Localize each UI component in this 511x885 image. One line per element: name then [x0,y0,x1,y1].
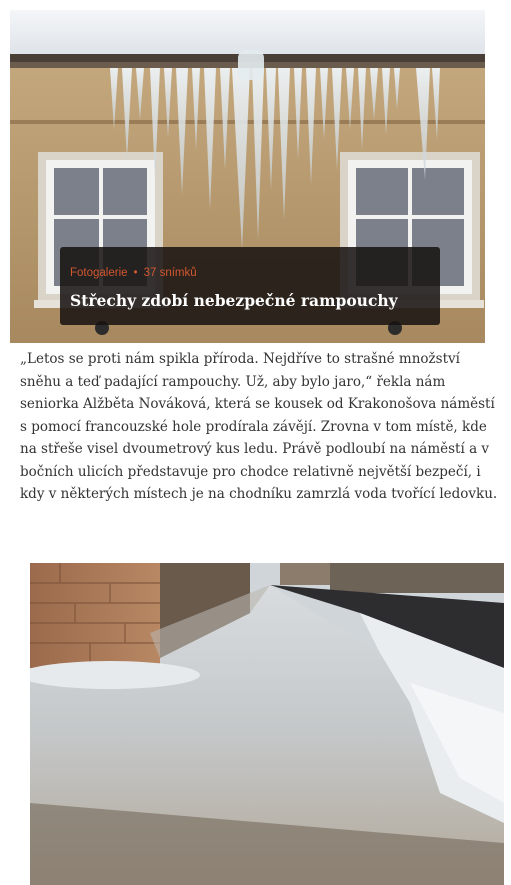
gallery-label: Fotogalerie [70,267,128,279]
icy-sidewalk-image [30,563,504,885]
icy-sidewalk-photo [30,563,504,885]
gallery-caption[interactable] [60,247,440,325]
gallery-teaser[interactable] [10,10,485,343]
photo-count: 37 snímků [143,267,197,279]
gallery-title[interactable]: Střechy zdobí nebezpečné rampouchy [70,291,398,310]
gallery-meta [70,266,430,280]
article-paragraph: „Letos se proti nám spikla příroda. Nejdříve to strašné množství sněhu a teď padající rampouchy. Už, aby bylo jaro,“ řekla nám seniorka Alžběta Nováková, která se kousek od Krakonošova náměstí s pomocí francouzské hole prodírala závějí. Zrovna v tom místě, kde na střeše visel dvoumetrový kus ledu. Právě podloubí na náměstí a v bočních ulicích představuje pro chodce relativně největší bezpečí, i kdy v některých místech je na chodníku zamrzlá voda tvořící ledovku. [20,351,498,502]
meta-separator: • [133,267,138,279]
